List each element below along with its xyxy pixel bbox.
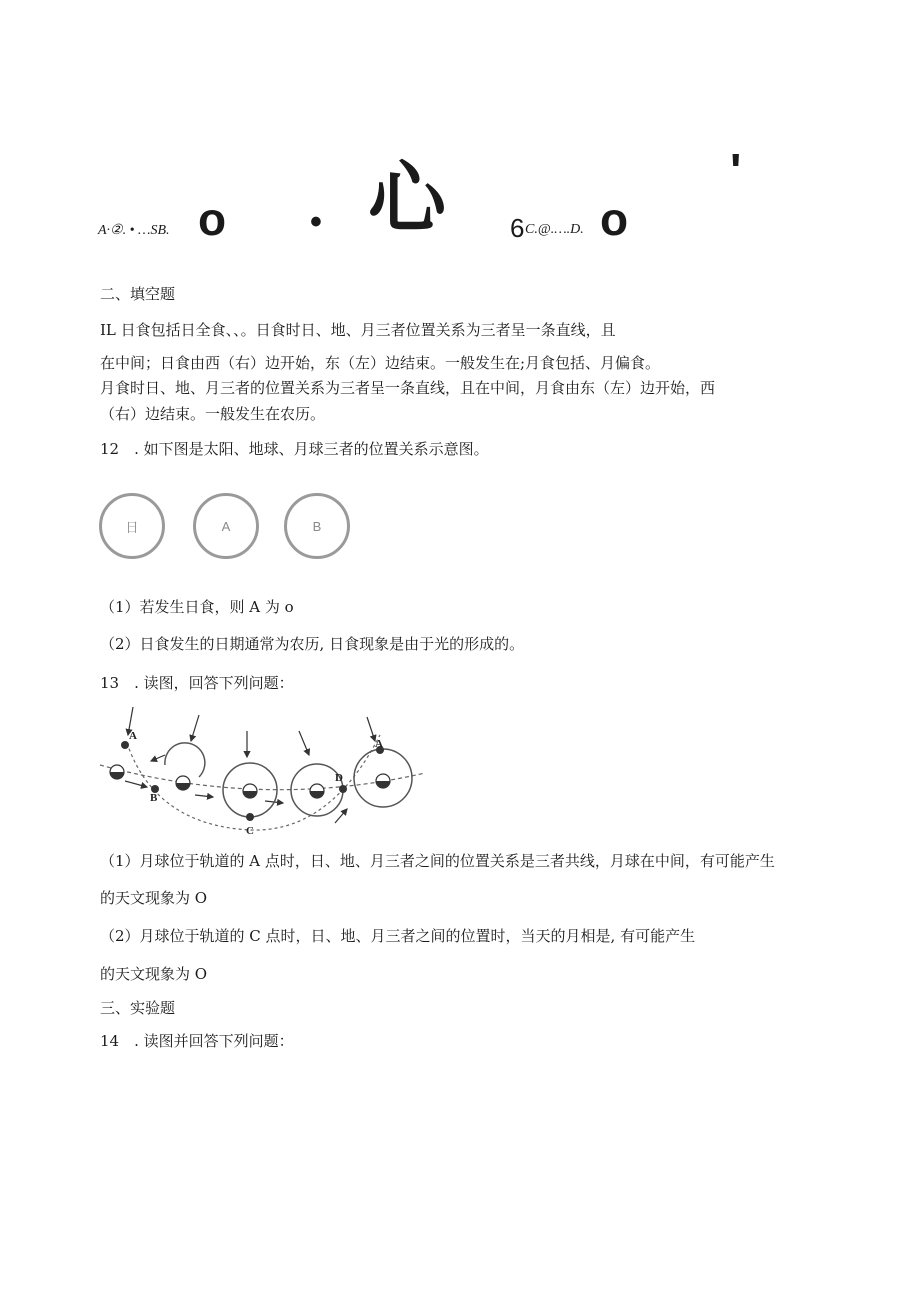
q13-sub1-line1: （1）月球位于轨道的 A 点时，日、地、月三者之间的位置关系是三者共线，月球在中间，有可能产生 — [100, 852, 775, 870]
section3-title: 三、实验题 — [100, 999, 176, 1017]
label-b: B — [150, 792, 158, 804]
sunlight-arrow — [191, 715, 199, 741]
circle-b — [284, 493, 350, 559]
motion-arrow — [335, 809, 347, 823]
moon-a — [121, 741, 129, 749]
q14-stem: 14 . 读图并回答下列问题： — [100, 1032, 294, 1050]
section2-title: 二、填空题 — [100, 285, 176, 303]
label-c: C — [246, 825, 254, 837]
q13-sub2-line2: 的天文现象为 O — [100, 965, 208, 983]
q13-orbit-figure — [95, 705, 430, 840]
option-c-six: 6 — [510, 213, 525, 243]
moon-c — [246, 813, 254, 821]
option-c-heart-glyph: 心 — [368, 154, 447, 244]
q12-sub1: （1）若发生日食，则 A 为 o — [100, 598, 294, 616]
q13-sub1-line2: 的天文现象为 O — [100, 889, 208, 907]
q11-line1: IL 日食包括日全食、、。日食时日、地、月三者位置关系为三者呈一条直线，且 — [100, 321, 616, 339]
motion-arrow — [125, 781, 147, 787]
circle-a-label: A — [221, 518, 231, 534]
q12-sub2: （2）日食发生的日期通常为农历, 日食现象是由于光的形成的。 — [100, 635, 525, 653]
circle-a — [193, 493, 259, 559]
label-a: A — [129, 730, 137, 742]
circle-b-label: B — [312, 518, 322, 534]
earth-orbit — [100, 765, 425, 790]
option-a-b-text: A·②. • …SB. — [98, 223, 170, 238]
label-a2: A — [375, 738, 383, 750]
sun-label: 日 — [125, 519, 139, 535]
motion-arrow — [151, 755, 165, 761]
q12-stem: 12 . 如下图是太阳、地球、月球三者的位置关系示意图。 — [100, 440, 489, 458]
moon-d — [339, 785, 347, 793]
orbit-arc-1 — [165, 743, 205, 777]
q13-stem: 13 . 读图，回答下列问题： — [100, 674, 294, 692]
sun-circle — [99, 493, 165, 559]
motion-arrow — [195, 795, 213, 797]
q11-line4: （右）边结束。一般发生在农历。 — [100, 405, 326, 423]
q13-sub2-line1: （2）月球位于轨道的 C 点时，日、地、月三者之间的位置时，当天的月相是, 有可能产生 — [100, 927, 696, 945]
option-b-mark: o — [198, 193, 227, 245]
sunlight-arrow — [367, 717, 375, 741]
option-c-d-text: C.@.….D. — [525, 222, 584, 237]
q11-line2: 在中间；日食由西（右）边开始，东（左）边结束。一般发生在;月食包括、月偏食。 — [100, 354, 661, 372]
sunlight-arrow — [299, 731, 309, 755]
option-d-mark: o — [600, 193, 629, 245]
option-c-dot: • — [310, 203, 322, 241]
q11-line3: 月食时日、地、月三者的位置关系为三者呈一条直线，且在中间，月食由东（左）边开始，西 — [100, 379, 716, 397]
label-d: D — [335, 772, 343, 784]
option-tick-mark: ' — [730, 145, 742, 198]
